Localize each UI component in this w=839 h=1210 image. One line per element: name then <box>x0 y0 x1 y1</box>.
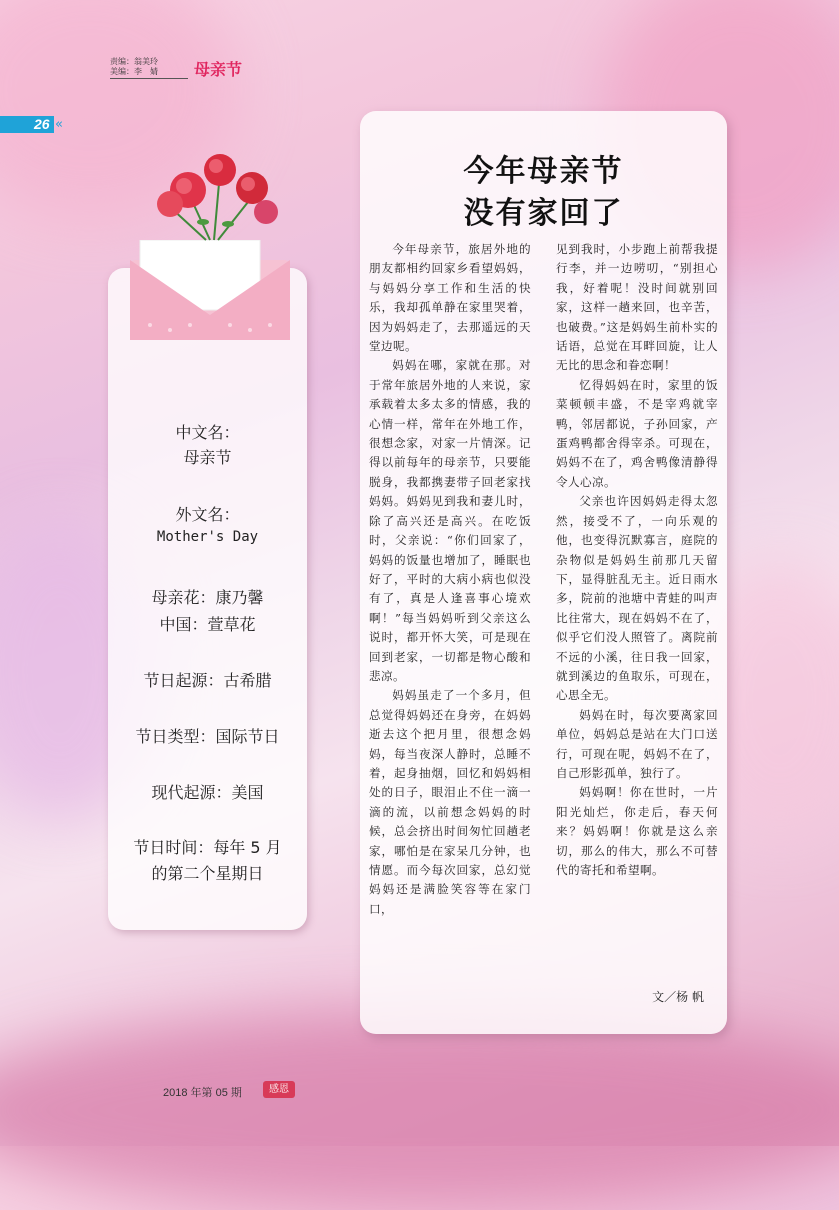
envelope-icon <box>130 240 290 340</box>
editor-credit: 责编：翁美玲 <box>110 57 158 66</box>
mother-flower: 母亲花：康乃馨 <box>151 588 264 607</box>
festival-type: 节日类型：国际节日 <box>135 727 280 746</box>
festival-origin: 节日起源：古希腊 <box>143 671 272 690</box>
paragraph: 妈妈在哪，家就在那。对于常年旅居外地的人来说，家承载着太多太多的情感，我的心情一样，常年在外地工作，很想念家，对家一片情深。记得以前每年的母亲节，只要能脱身，我都携妻带子回老家找妈妈。妈妈见到我和妻儿时，除了高兴还是高兴。在吃饭时，父亲说：“你们回家了，妈妈的饭量也增加了，睡眠也好了，平时的大病小病也似没有了，真是人逢喜事心境欢啊！”每当妈妈听到父亲这么说时，都开怀大笑，可是现在回到老家，一切都是物心酸和悲凉。 <box>369 358 531 683</box>
article-column-1 <box>369 240 531 919</box>
festival-date: 节日时间：每年 5 月 <box>133 838 282 857</box>
foreign-name-value: Mother's Day <box>156 529 259 545</box>
chinese-name-value: 母亲节 <box>183 448 232 467</box>
magazine-logo: 感恩 <box>263 1081 295 1098</box>
paragraph: 妈妈虽走了一个多月，但总觉得妈妈还在身旁，在妈妈逝去这个把月里，很想念妈妈，每当夜深人静时，总睡不着，起身抽烟，回忆和妈妈相处的日子，眼泪止不住一滴一滴的流，以前想念妈妈的时候，总会挤出时间匆忙回趟老家，哪怕是在家呆几分钟，也情愿。而今每次回家，总幻觉妈妈还是满脸笑容等在家门口， <box>369 688 531 916</box>
article-author: 文／杨 帆 <box>652 990 704 1004</box>
article-title-line-1: 今年母亲节 <box>463 154 624 189</box>
page-header <box>110 57 158 77</box>
paragraph: 父亲也许因妈妈走得太忽然，接受不了，一向乐观的他，也变得沉默寡言，庭院的杂物似是妈妈生前那几天留下，显得脏乱无主。近日雨水多，院前的池塘中青蛙的叫声比往常大，现在妈妈不在了，似乎它们没人照管了。离院前不远的小溪，往日我一回家，就到溪边的鱼取乐，可现在，心思全无。 <box>556 494 718 703</box>
carnation-bouquet-icon <box>148 152 280 244</box>
modern-origin: 现代起源：美国 <box>151 783 264 802</box>
paragraph: 忆得妈妈在时，家里的饭菜顿顿丰盛，不是宰鸡就宰鸭，邻居都说，子孙回家，产蛋鸡鸭都舍得宰杀。可现在，妈妈不在了，鸡舍鸭像清静得令人心凉。 <box>556 377 718 489</box>
designer-credit: 美编：李 婧 <box>110 67 158 76</box>
paragraph: 妈妈啊！你在世时，一片阳光灿烂，你走后，春天何来？妈妈啊！你就是这么亲切，那么的伟大，那么不可替代的寄托和希望啊。 <box>556 785 718 877</box>
paragraph: 见到我时，小步跑上前帮我提行李，并一边唠叨，“别担心我，好着呢！没时间就别回家，这样一趟来回，也辛苦，也破费。”这是妈妈生前朴实的话语，总觉在耳畔回旋，让人无比的思念和眷恋啊！ <box>556 242 718 373</box>
header-rule <box>110 78 188 79</box>
article-title-line-2: 没有家回了 <box>463 196 624 231</box>
chinese-name-label: 中文名： <box>175 423 240 442</box>
background-blob <box>0 1010 839 1210</box>
page-number: 26 <box>34 116 50 132</box>
foreign-name-label: 外文名： <box>175 505 240 524</box>
issue-label: 2018 年第 05 期 <box>163 1087 242 1099</box>
article-column-2 <box>556 240 718 880</box>
china-mother-flower: 中国：萱草花 <box>159 615 256 634</box>
page-chevron-icon: « <box>55 117 63 132</box>
festival-date-cont: 的第二个星期日 <box>151 864 264 883</box>
section-title: 母亲节 <box>194 60 243 79</box>
paragraph: 今年母亲节，旅居外地的朋友都相约回家乡看望妈妈，与妈妈分享工作和生活的快乐，我却孤单静在家里哭着，因为妈妈走了，去那遥远的天堂边呢。 <box>369 242 531 354</box>
paragraph: 妈妈在时，每次要离家回单位，妈妈总是站在大门口送行，可现在呢，妈妈不在了，自己形影孤单，独行了。 <box>556 707 718 780</box>
